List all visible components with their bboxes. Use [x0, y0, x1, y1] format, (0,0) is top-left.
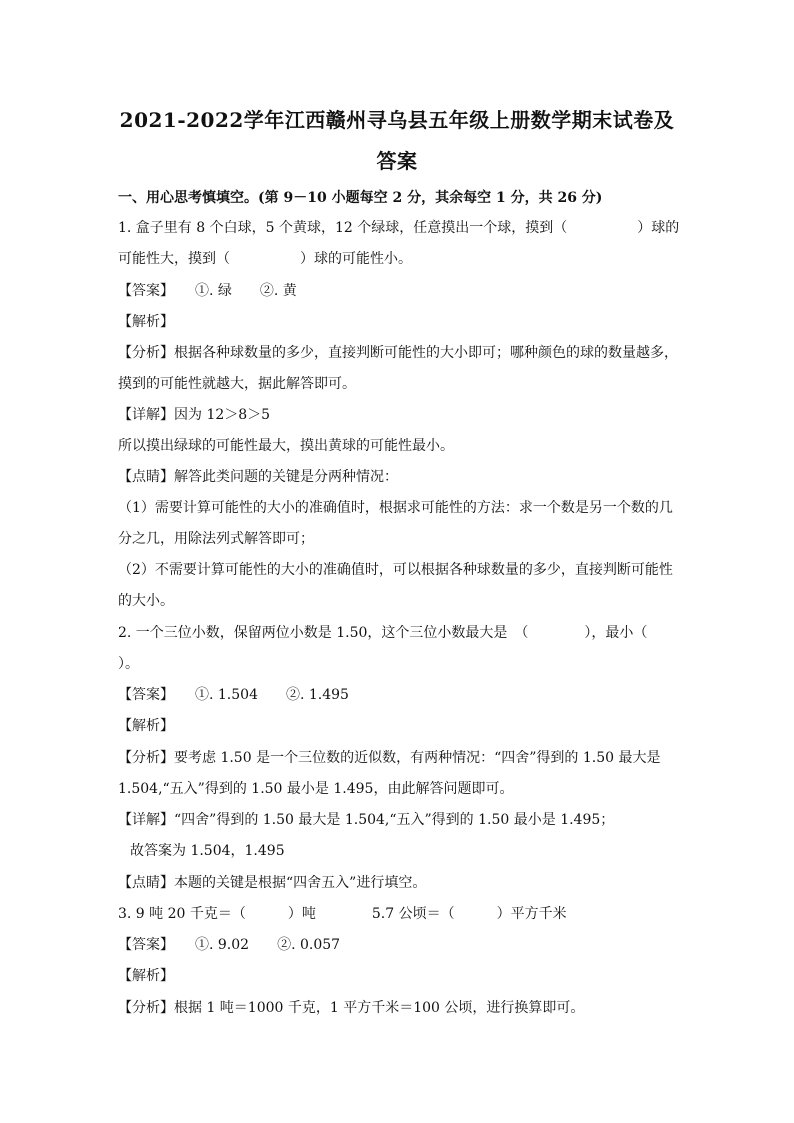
question-1-line-2: 可能性大，摸到（ ）球的可能性小。 — [118, 251, 412, 267]
document-title-line-2: 答案 — [376, 149, 418, 173]
question-2-line-1: 2. 一个三位小数，保留两位小数是 1.50，这个三位小数最大是 （ ），最小（ — [118, 625, 662, 641]
tip-1-line-3: 分之几，用除法列式解答即可； — [118, 531, 314, 547]
analysis-1-line-1: 【分析】根据各种球数量的多少，直接判断可能性的大小即可；哪种颜色的球的数量越多， — [118, 345, 678, 361]
question-1-line-1: 1. 盒子里有 8 个白球，5 个黄球，12 个绿球，任意摸出一个球，摸到（ ）球的 — [118, 220, 680, 236]
tip-1-line-5: 的大小。 — [118, 593, 174, 609]
tip-1-line-4: （2）不需要计算可能性的大小的准确值时，可以根据各种球数量的多少，直接判断可能性 — [118, 562, 673, 578]
answer-2: 【答案】 ①. 1.504 ②. 1.495 — [118, 687, 349, 703]
section-heading: 一、用心思考慎填空。(第 9－10 小题每空 2 分，其余每空 1 分，共 26 分) — [118, 190, 603, 206]
question-2-line-2: ）。 — [118, 656, 139, 672]
detail-2-line-1: 【详解】“四舍”得到的 1.50 最大是 1.504,“五入”得到的 1.50 最小是 1.495； — [118, 812, 615, 828]
tip-2: 【点睛】本题的关键是根据“四舍五入”进行填空。 — [118, 875, 427, 891]
document-title-line-1: 2021-2022学年江西赣州寻乌县五年级上册数学期末试卷及 — [119, 108, 675, 132]
answer-3: 【答案】 ①. 9.02 ②. 0.057 — [118, 937, 341, 953]
analysis-1-line-2: 摸到的可能性就越大，据此解答即可。 — [118, 376, 356, 392]
detail-1-line-1: 【详解】因为 12＞8＞5 — [118, 407, 271, 423]
tip-1-line-2: （1）需要计算可能性的大小的准确值时，根据求可能性的方法：求一个数是另一个数的几 — [118, 500, 673, 516]
detail-2-line-2: 故答案为 1.504，1.495 — [130, 843, 285, 859]
analysis-heading-2: 【解析】 — [118, 718, 174, 734]
answer-1: 【答案】 ①. 绿 ②. 黄 — [118, 283, 297, 299]
analysis-3: 【分析】根据 1 吨＝1000 千克，1 平方千米＝100 公顷，进行换算即可。 — [118, 1000, 585, 1016]
analysis-heading-3: 【解析】 — [118, 968, 174, 984]
detail-1-line-2: 所以摸出绿球的可能性最大，摸出黄球的可能性最小。 — [118, 438, 454, 454]
tip-1-line-1: 【点睛】解答此类问题的关键是分两种情况： — [118, 469, 398, 485]
analysis-2-line-2: 1.504,“五入”得到的 1.50 最小是 1.495，由此解答问题即可。 — [118, 781, 514, 797]
question-3: 3. 9 吨 20 千克＝（ ）吨 5.7 公顷＝（ ）平方千米 — [118, 906, 567, 922]
analysis-heading-1: 【解析】 — [118, 314, 174, 330]
analysis-2-line-1: 【分析】要考虑 1.50 是一个三位数的近似数，有两种情况：“四舍”得到的 1.50 最大是 — [118, 750, 661, 766]
